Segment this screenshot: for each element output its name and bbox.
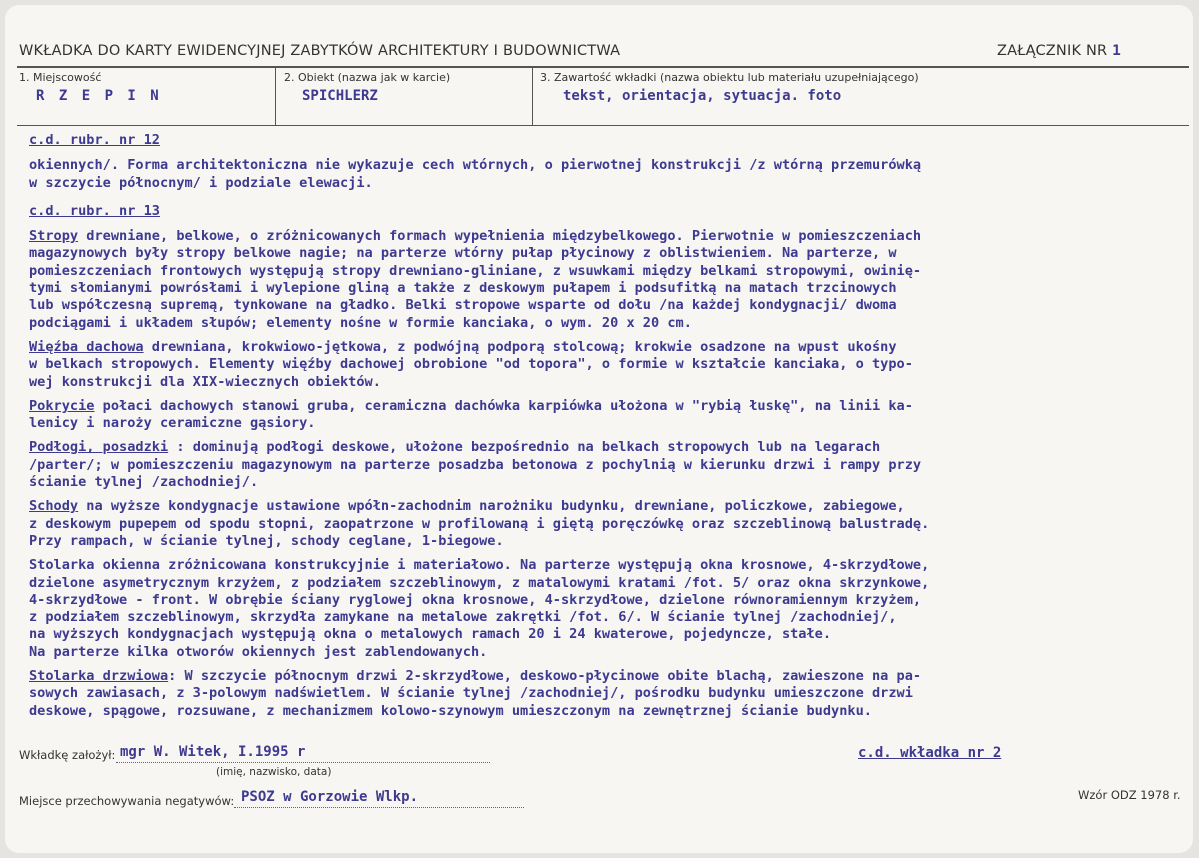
term-pokrycie: Pokrycie	[29, 397, 95, 414]
attachment-label	[997, 43, 1121, 59]
body-line: /parter/; w pomieszczeniu magazynowym na parterze posadzba betonowa z pochylnią w kierunku drzwi i rampy przy	[29, 456, 922, 473]
term-stropy: Stropy	[29, 228, 79, 245]
author-dotted-line	[116, 762, 490, 763]
field-top-rule	[17, 66, 1189, 68]
body-line: sowych zawiasach, z 3-polowym nadświetlem. W ścianie tylnej /zachodniej/, pośrodku budynku umieszczone drzwi	[29, 685, 913, 702]
section-heading-13: c.d. rubr. nr 13	[29, 202, 160, 219]
paragraph-stropy	[29, 228, 1179, 245]
term-podlogi: Podłogi, posadzki	[29, 439, 169, 456]
field-place-label: 1. Miejscowość	[19, 71, 102, 84]
body-text: : dominują podłogi deskowe, ułożone bezpośrednio na belkach stropowych lub na legarach	[168, 439, 881, 456]
paragraph-stolarka-drzwiowa	[29, 668, 1179, 685]
term-wiezba: Więźba dachowa	[29, 338, 144, 355]
paragraph-stolarka-okienna: Stolarka okienna zróżnicowana konstrukcyjnie i materiałowo. Na parterze występują okna krosnowe, 4-skrzydłowe,	[29, 557, 930, 574]
form-id: Wzór ODZ 1978 r.	[1078, 788, 1181, 802]
document-body	[29, 132, 1179, 720]
attachment-label-text: ZAŁĄCZNIK NR	[997, 43, 1108, 59]
body-line: deskowe, spągowe, rozsuwane, z mechanizmem kolowo-szynowym umieszczonym na zewnętrznej ścianie budynku.	[29, 702, 872, 719]
form-title: WKŁADKA DO KARTY EWIDENCYJNEJ ZABYTKÓW ARCHITEKTURY I BUDOWNICTWA	[19, 43, 621, 59]
storage-value: PSOZ w Gorzowie Wlkp.	[241, 789, 419, 805]
body-line: pomieszczeniach frontowych występują stropy drewniano-gliniane, z wsuwkami między belkami stropowymi, owinię-	[29, 262, 922, 279]
body-text: połaci dachowych stanowi gruba, ceramiczna dachówka karpiówka ułożona w "rybią łuskę", na linii ka-	[94, 397, 913, 414]
body-text: drewniane, belkowe, o zróżnicowanych formach wypełnienia międzybelkowego. Pierwotnie w pomieszczeniach	[78, 228, 922, 245]
body-line: magazynowych były stropy belkowe nagie; na parterze wtórny pułap płycinowy z oblistwieniem. Na parterze, w	[29, 245, 897, 262]
paragraph-schody	[29, 498, 1179, 515]
body-line: ścianie tylnej /zachodniej/.	[29, 474, 259, 491]
body-line: Na parterze kilka otworów okiennych jest zablendowanych.	[29, 643, 488, 660]
attachment-number: 1	[1112, 43, 1122, 59]
term-schody: Schody	[29, 498, 79, 515]
paragraph-wiezba	[29, 339, 1179, 356]
field-bottom-rule	[17, 125, 1189, 126]
body-line: w belkach stropowych. Elementy więźby dachowej obrobione "od topora", o formie w kształcie kanciaka, o typo-	[29, 356, 913, 373]
body-line: z deskowym pupepem od spodu stopni, zaopatrzone w profilowaną i giętą poręczówkę oraz szczeblinową balustradę.	[29, 515, 930, 532]
field-place-value: R Z E P I N	[36, 88, 162, 104]
body-text: na wyższe kondygnacje ustawione wpółn-zachodnim narożniku budynku, drewniane, policzkowe, zabiegowe,	[78, 498, 905, 515]
storage-dotted-line	[234, 807, 524, 808]
paragraph-podlogi	[29, 439, 1179, 456]
term-drzwi: Stolarka drzwiowa	[29, 668, 169, 685]
field-contents-label: 3. Zawartość wkładki (nazwa obiektu lub materiału uzupełniającego)	[540, 71, 919, 84]
body-line: w szczycie północnym/ i podziale elewacji.	[29, 174, 373, 191]
body-line: tymi słomianymi powrósłami i wylepione gliną a także z deskowym pułapem i podsufitką na matach trzcinowych	[29, 280, 897, 297]
body-line: Przy rampach, w ścianie tylnej, schody ceglane, 1-biegowe.	[29, 532, 504, 549]
storage-label: Miejsce przechowywania negatywów:	[19, 794, 235, 808]
field-object-label: 2. Obiekt (nazwa jak w karcie)	[284, 71, 451, 84]
author-label: Wkładkę założył:	[19, 748, 116, 762]
body-text: drewniana, krokwiowo-jętkowa, z podwójną podporą stolcową; krokwie osadzone na wpust ukośny	[143, 338, 897, 355]
section-heading-12: c.d. rubr. nr 12	[29, 132, 160, 148]
paragraph-pokrycie	[29, 398, 1179, 415]
body-line: wej konstrukcji dla XIX-wiecznych obiektów.	[29, 373, 381, 390]
body-line: 4-skrzydłowe - front. W obrębie ściany ryglowej okna krosnowe, 4-skrzydłowe, dzielone równoramiennym krzyżem,	[29, 591, 922, 608]
body-line: na wyższych kondygnacjach występują okna o metalowych ramach 20 i 24 kwaterowe, pojedyncze, stałe.	[29, 626, 832, 643]
author-value: mgr W. Witek, I.1995 r	[120, 744, 306, 760]
field-object-value: SPICHLERZ	[302, 88, 378, 104]
field-contents-value: tekst, orientacja, sytuacja. foto	[563, 88, 842, 104]
body-line: dzielone asymetrycznym krzyżem, z podziałem szczeblinowym, z matalowymi kratami /fot. 5/ oraz okna skrzynkowe,	[29, 574, 930, 591]
body-line: z podziałem szczeblinowym, skrzydła zamykane na metalowe zakrętki /fot. 6/. W ścianie tylnej /zachodniej/,	[29, 609, 897, 626]
field-divider-1	[275, 67, 276, 125]
body-line: okiennych/. Forma architektoniczna nie wykazuje cech wtórnych, o pierwotnej konstrukcji /z wtórną przemurówką	[29, 157, 922, 174]
body-line: lenicy i naroży ceramiczne gąsiory.	[29, 415, 316, 432]
body-text: : W szczycie północnym drzwi 2-skrzydłowe, deskowo-płycinowe obite blachą, zawieszone na pa-	[168, 668, 922, 685]
body-line: podciągami i układem słupów; elementy nośne w formie kanciaka, o wym. 20 x 20 cm.	[29, 314, 692, 331]
author-caption: (imię, nazwisko, data)	[216, 766, 332, 778]
continued-label: c.d. wkładka nr 2	[858, 745, 1002, 761]
field-divider-2	[532, 67, 533, 125]
body-line: lub współczesną supremą, tynkowane na gładko. Belki stropowe wsparte od dołu /na każdej kondygnacji/ dwoma	[29, 297, 897, 314]
